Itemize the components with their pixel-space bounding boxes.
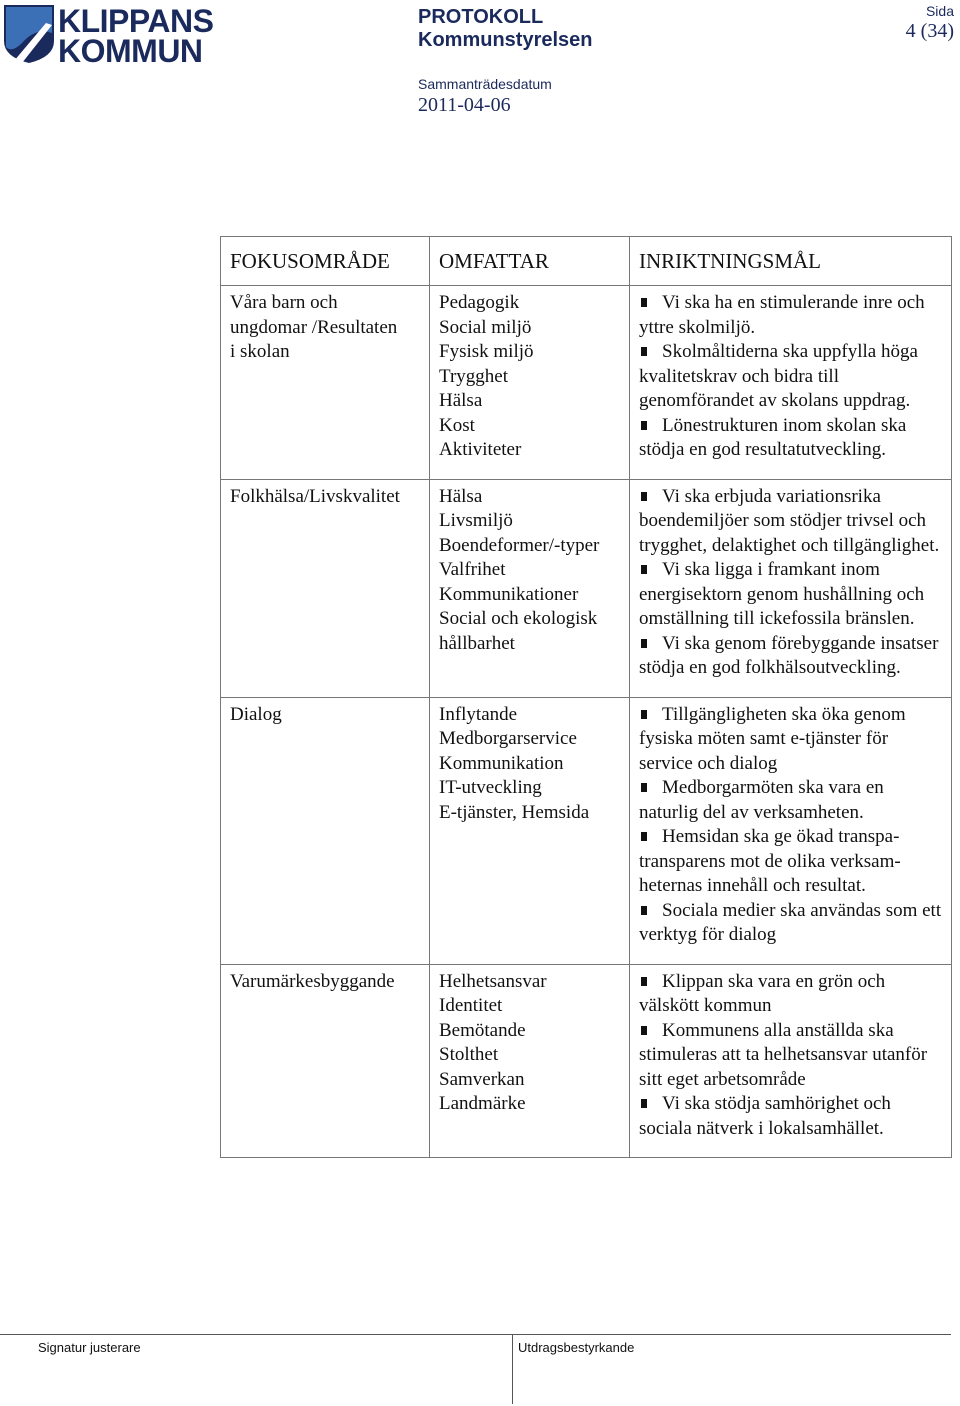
goal-item: [639, 703, 942, 777]
header-focus-area: FOKUSOMRÅDE: [221, 237, 430, 286]
square-bullet-icon: [641, 639, 647, 648]
goal-item: [639, 970, 942, 1019]
square-bullet-icon: [641, 298, 647, 307]
square-bullet-icon: [641, 347, 647, 356]
table-row: [221, 479, 952, 697]
certification-label: Utdragsbestyrkande: [518, 1340, 635, 1355]
scope-item: Livsmiljö: [439, 510, 513, 531]
goal-item: [639, 340, 942, 414]
scope-item: Kommunikationer: [439, 583, 579, 605]
scope-item: Helhetsansvar: [439, 970, 547, 992]
focus-area-text: Dialog: [230, 703, 282, 725]
meeting-date: 2011-04-06: [418, 94, 511, 116]
scope-item: Fysisk miljö: [439, 341, 534, 362]
square-bullet-icon: [641, 492, 647, 501]
focus-area-text: Folkhälsa/Livskvalitet: [230, 485, 400, 507]
square-bullet-icon: [641, 906, 647, 915]
scope-cell: [430, 697, 630, 964]
scope-item: Pedagogik: [439, 292, 520, 313]
goal-text: Vi ska ha en stimulerande inre och yttre skolmiljö.: [639, 292, 925, 338]
scope-item: Kommunikation: [439, 752, 564, 774]
goal-text: Vi ska ligga i framkant inom energisektorn genom hushållning och omställning till ickefossila bränslen.: [639, 559, 925, 629]
table-row: [221, 697, 952, 964]
goal-item: [639, 1092, 942, 1141]
footer-column-divider: [512, 1334, 513, 1404]
goal-item: [639, 558, 942, 632]
goal-item: [639, 899, 942, 948]
scope-cell: [430, 286, 630, 480]
goals-cell: [630, 479, 952, 697]
scope-item: Bemötande: [439, 1019, 526, 1041]
shield-logo-icon: [2, 3, 56, 65]
square-bullet-icon: [641, 832, 647, 841]
header-goals: INRIKTNINGSMÅL: [630, 237, 952, 286]
goal-text: Klippan ska vara en grön och välskött kommun: [639, 970, 886, 1016]
goal-item: [639, 485, 942, 559]
goals-cell: [630, 286, 952, 480]
scope-item: Samverkan: [439, 1068, 525, 1090]
scope-item: Stolthet: [439, 1044, 499, 1065]
square-bullet-icon: [641, 565, 647, 574]
table-row: [221, 964, 952, 1158]
goal-item: [639, 414, 942, 463]
scope-item: Kost: [439, 414, 475, 436]
municipality-logo: [0, 0, 215, 70]
scope-cell: [430, 964, 630, 1158]
goal-item: [639, 825, 942, 899]
goal-text: Vi ska genom förebyggande insatser stödja en god folkhälsoutveckling.: [639, 632, 939, 678]
goal-text: Tillgängligheten ska öka genom fysiska möten samt e-tjänster för service och dialog: [639, 703, 906, 774]
document-title: PROTOKOLL: [418, 6, 544, 28]
focus-area-cell: [221, 697, 430, 964]
square-bullet-icon: [641, 783, 647, 792]
scope-item: Aktiviteter: [439, 439, 522, 460]
scope-item: Hälsa: [439, 485, 483, 507]
scope-item: Social miljö: [439, 316, 532, 338]
square-bullet-icon: [641, 1026, 647, 1035]
square-bullet-icon: [641, 1099, 647, 1108]
header-scope: OMFATTAR: [430, 237, 630, 286]
meeting-date-label: Sammanträdesdatum: [418, 76, 552, 92]
focus-area-text: i skolan: [230, 341, 290, 362]
goals-cell: [630, 964, 952, 1158]
goal-item: [639, 1019, 942, 1093]
goal-item: [639, 776, 942, 825]
goal-text: Skolmåltiderna ska uppfylla höga kvalitetskrav och bidra till genomförandet av skolans uppdrag.: [639, 341, 918, 411]
page-number: 4 (34): [905, 20, 954, 42]
goal-text: Medborgarmöten ska vara en naturlig del av verksamheten.: [639, 777, 884, 823]
focus-area-cell: [221, 964, 430, 1158]
table-row: [221, 286, 952, 480]
table-header-row: [221, 237, 952, 286]
square-bullet-icon: [641, 710, 647, 719]
focus-area-text: Varumärkesbyggande: [230, 970, 395, 992]
focus-area-table: [220, 236, 952, 1158]
page-label: Sida: [925, 3, 954, 19]
scope-item: Social och ekologisk: [439, 608, 598, 629]
scope-item: IT-utveckling: [439, 777, 542, 798]
document-subtitle: Kommunstyrelsen: [418, 29, 593, 51]
scope-cell: [430, 479, 630, 697]
focus-area-cell: [221, 479, 430, 697]
goal-text: Vi ska erbjuda variationsrika boendemiljöer som stödjer trivsel och trygghet, delaktighet och tillgänglighet.: [639, 485, 940, 556]
scope-item: Trygghet: [439, 365, 508, 387]
focus-area-text: ungdomar /Resultaten: [230, 316, 398, 338]
table-body: [221, 286, 952, 1158]
scope-item: Valfrihet: [439, 559, 506, 580]
scope-item: Boendeformer/-typer: [439, 534, 600, 556]
focus-area-cell: [221, 286, 430, 480]
goal-text: Sociala medier ska användas som ett verktyg för dialog: [639, 899, 942, 945]
logo-text-line2: KOMMUN: [58, 33, 203, 69]
focus-area-text: Våra barn och: [230, 292, 338, 313]
scope-item: Landmärke: [439, 1093, 526, 1114]
goals-cell: [630, 697, 952, 964]
scope-item: E-tjänster, Hemsida: [439, 801, 590, 823]
goal-item: [639, 632, 942, 681]
goal-text: Lönestrukturen inom skolan ska stödja en god resultatutveckling.: [639, 414, 907, 460]
footer-divider: [0, 1334, 951, 1335]
scope-item: Identitet: [439, 995, 503, 1016]
scope-item: hållbarhet: [439, 632, 515, 654]
goal-item: [639, 291, 942, 340]
scope-item: Hälsa: [439, 390, 483, 411]
square-bullet-icon: [641, 421, 647, 430]
goal-text: Hemsidan ska ge ökad transpa-transparens mot de olika verksam-heternas innehåll och resultat.: [639, 826, 901, 896]
scope-item: Inflytande: [439, 703, 518, 725]
square-bullet-icon: [641, 977, 647, 986]
scope-item: Medborgarservice: [439, 728, 577, 749]
goal-text: Kommunens alla anställda ska stimuleras att ta helhetsansvar utanför sitt eget arbetsområde: [639, 1019, 928, 1090]
goal-text: Vi ska stödja samhörighet och sociala nätverk i lokalsamhället.: [639, 1093, 891, 1139]
signature-label: Signatur justerare: [38, 1340, 141, 1355]
logo-text-line1: KLIPPANS: [58, 3, 214, 39]
